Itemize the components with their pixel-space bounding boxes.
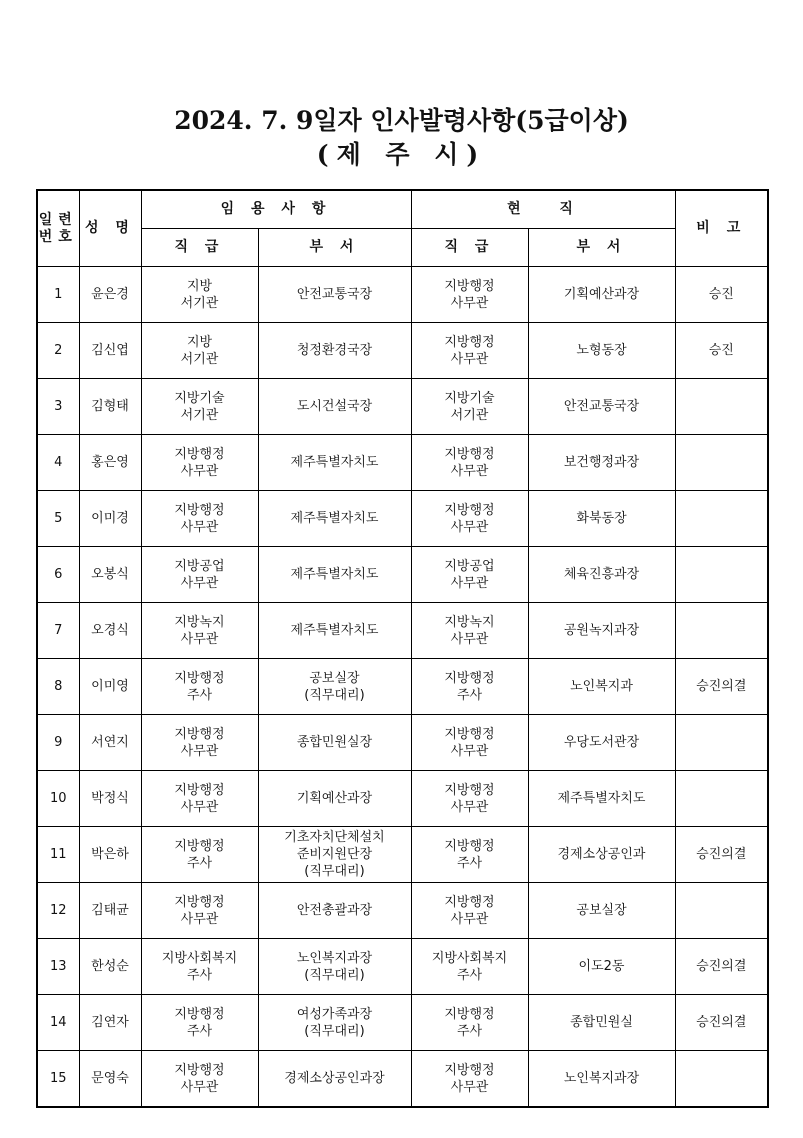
new-department-cell: 기초자치단체설치 준비지원단장 (직무대리) (258, 827, 411, 883)
current-department-cell: 안전교통국장 (528, 379, 675, 435)
employee-name-cell: 김연자 (79, 995, 141, 1051)
new-department-cell: 제주특별자치도 (258, 435, 411, 491)
remark-cell (675, 603, 768, 659)
current-rank-cell: 지방녹지 사무관 (411, 603, 528, 659)
current-rank-cell: 지방행정 주사 (411, 659, 528, 715)
current-rank-cell: 지방행정 사무관 (411, 1051, 528, 1108)
employee-name-cell: 한성순 (79, 939, 141, 995)
employee-name-cell: 서연지 (79, 715, 141, 771)
new-department-cell: 종합민원실장 (258, 715, 411, 771)
remark-cell (675, 491, 768, 547)
document-subtitle: (제 주 시) (316, 140, 487, 169)
table-row (37, 659, 768, 715)
header-new-rank: 직 급 (141, 229, 258, 267)
new-department-cell: 여성가족과장 (직무대리) (258, 995, 411, 1051)
table-row (37, 491, 768, 547)
new-department-cell: 안전총괄과장 (258, 883, 411, 939)
current-rank-cell: 지방행정 주사 (411, 827, 528, 883)
row-number-cell: 5 (37, 491, 79, 547)
table-row (37, 603, 768, 659)
row-number-cell: 12 (37, 883, 79, 939)
table-row (37, 771, 768, 827)
new-rank-cell: 지방행정 사무관 (141, 771, 258, 827)
table-body (37, 267, 768, 1108)
row-number-cell: 9 (37, 715, 79, 771)
new-rank-cell: 지방행정 주사 (141, 995, 258, 1051)
new-department-cell: 제주특별자치도 (258, 491, 411, 547)
remark-cell: 승진의결 (675, 939, 768, 995)
employee-name-cell: 오봉식 (79, 547, 141, 603)
employee-name-cell: 박은하 (79, 827, 141, 883)
new-rank-cell: 지방행정 사무관 (141, 435, 258, 491)
employee-name-cell: 김신엽 (79, 323, 141, 379)
current-department-cell: 노형동장 (528, 323, 675, 379)
new-rank-cell: 지방 서기관 (141, 267, 258, 323)
table-row (37, 323, 768, 379)
header-cur-rank: 직 급 (411, 229, 528, 267)
employee-name-cell: 윤은경 (79, 267, 141, 323)
row-number-cell: 4 (37, 435, 79, 491)
new-rank-cell: 지방행정 사무관 (141, 715, 258, 771)
current-department-cell: 체육진흥과장 (528, 547, 675, 603)
title-block (0, 104, 803, 172)
current-department-cell: 공보실장 (528, 883, 675, 939)
new-rank-cell: 지방공업 사무관 (141, 547, 258, 603)
new-department-cell: 공보실장 (직무대리) (258, 659, 411, 715)
remark-cell (675, 1051, 768, 1108)
remark-cell: 승진의결 (675, 659, 768, 715)
employee-name-cell: 문영숙 (79, 1051, 141, 1108)
current-department-cell: 기획예산과장 (528, 267, 675, 323)
current-department-cell: 노인복지과장 (528, 1051, 675, 1108)
new-rank-cell: 지방사회복지 주사 (141, 939, 258, 995)
remark-cell: 승진 (675, 323, 768, 379)
row-number-cell: 13 (37, 939, 79, 995)
current-department-cell: 우당도서관장 (528, 715, 675, 771)
table-row (37, 939, 768, 995)
new-rank-cell: 지방행정 사무관 (141, 491, 258, 547)
new-rank-cell: 지방행정 주사 (141, 659, 258, 715)
employee-name-cell: 이미경 (79, 491, 141, 547)
current-rank-cell: 지방행정 사무관 (411, 883, 528, 939)
header-row-2 (37, 229, 768, 267)
new-rank-cell: 지방 서기관 (141, 323, 258, 379)
header-note: 비 고 (675, 190, 768, 267)
employee-name-cell: 이미영 (79, 659, 141, 715)
current-rank-cell: 지방행정 사무관 (411, 771, 528, 827)
new-rank-cell: 지방행정 사무관 (141, 1051, 258, 1108)
header-index: 일련 번호 (37, 190, 79, 267)
new-rank-cell: 지방행정 주사 (141, 827, 258, 883)
table-row (37, 883, 768, 939)
remark-cell (675, 379, 768, 435)
personnel-table (36, 189, 769, 1108)
current-rank-cell: 지방행정 사무관 (411, 435, 528, 491)
row-number-cell: 3 (37, 379, 79, 435)
current-department-cell: 이도2동 (528, 939, 675, 995)
row-number-cell: 11 (37, 827, 79, 883)
current-rank-cell: 지방행정 주사 (411, 995, 528, 1051)
table-row (37, 547, 768, 603)
current-department-cell: 화북동장 (528, 491, 675, 547)
current-rank-cell: 지방행정 사무관 (411, 491, 528, 547)
header-current: 현 직 (411, 190, 675, 229)
employee-name-cell: 김형태 (79, 379, 141, 435)
current-rank-cell: 지방행정 사무관 (411, 715, 528, 771)
header-row-1 (37, 190, 768, 229)
current-department-cell: 보건행정과장 (528, 435, 675, 491)
current-department-cell: 제주특별자치도 (528, 771, 675, 827)
remark-cell: 승진의결 (675, 995, 768, 1051)
remark-cell (675, 547, 768, 603)
current-department-cell: 종합민원실 (528, 995, 675, 1051)
current-rank-cell: 지방행정 사무관 (411, 323, 528, 379)
header-new-dept: 부 서 (258, 229, 411, 267)
current-rank-cell: 지방행정 사무관 (411, 267, 528, 323)
employee-name-cell: 박정식 (79, 771, 141, 827)
new-department-cell: 제주특별자치도 (258, 547, 411, 603)
remark-cell (675, 771, 768, 827)
current-department-cell: 경제소상공인과 (528, 827, 675, 883)
document-title: 2024. 7. 9일자 인사발령사항(5급이상) (174, 106, 629, 135)
table-row (37, 995, 768, 1051)
table-row (37, 435, 768, 491)
remark-cell (675, 715, 768, 771)
new-department-cell: 노인복지과장 (직무대리) (258, 939, 411, 995)
employee-name-cell: 김태균 (79, 883, 141, 939)
row-number-cell: 7 (37, 603, 79, 659)
header-appointment: 임 용 사 항 (141, 190, 411, 229)
table-row (37, 1051, 768, 1108)
remark-cell: 승진 (675, 267, 768, 323)
remark-cell (675, 883, 768, 939)
employee-name-cell: 홍은영 (79, 435, 141, 491)
row-number-cell: 8 (37, 659, 79, 715)
current-rank-cell: 지방기술 서기관 (411, 379, 528, 435)
row-number-cell: 14 (37, 995, 79, 1051)
table-row (37, 379, 768, 435)
remark-cell (675, 435, 768, 491)
header-name: 성 명 (79, 190, 141, 267)
row-number-cell: 15 (37, 1051, 79, 1108)
table-row (37, 827, 768, 883)
new-department-cell: 경제소상공인과장 (258, 1051, 411, 1108)
employee-name-cell: 오경식 (79, 603, 141, 659)
current-rank-cell: 지방사회복지 주사 (411, 939, 528, 995)
new-rank-cell: 지방기술 서기관 (141, 379, 258, 435)
remark-cell: 승진의결 (675, 827, 768, 883)
current-rank-cell: 지방공업 사무관 (411, 547, 528, 603)
row-number-cell: 6 (37, 547, 79, 603)
new-department-cell: 안전교통국장 (258, 267, 411, 323)
new-department-cell: 청정환경국장 (258, 323, 411, 379)
current-department-cell: 공원녹지과장 (528, 603, 675, 659)
header-cur-dept: 부 서 (528, 229, 675, 267)
table-row (37, 267, 768, 323)
row-number-cell: 1 (37, 267, 79, 323)
new-rank-cell: 지방행정 사무관 (141, 883, 258, 939)
new-rank-cell: 지방녹지 사무관 (141, 603, 258, 659)
new-department-cell: 도시건설국장 (258, 379, 411, 435)
new-department-cell: 제주특별자치도 (258, 603, 411, 659)
row-number-cell: 2 (37, 323, 79, 379)
new-department-cell: 기획예산과장 (258, 771, 411, 827)
row-number-cell: 10 (37, 771, 79, 827)
current-department-cell: 노인복지과 (528, 659, 675, 715)
table-row (37, 715, 768, 771)
